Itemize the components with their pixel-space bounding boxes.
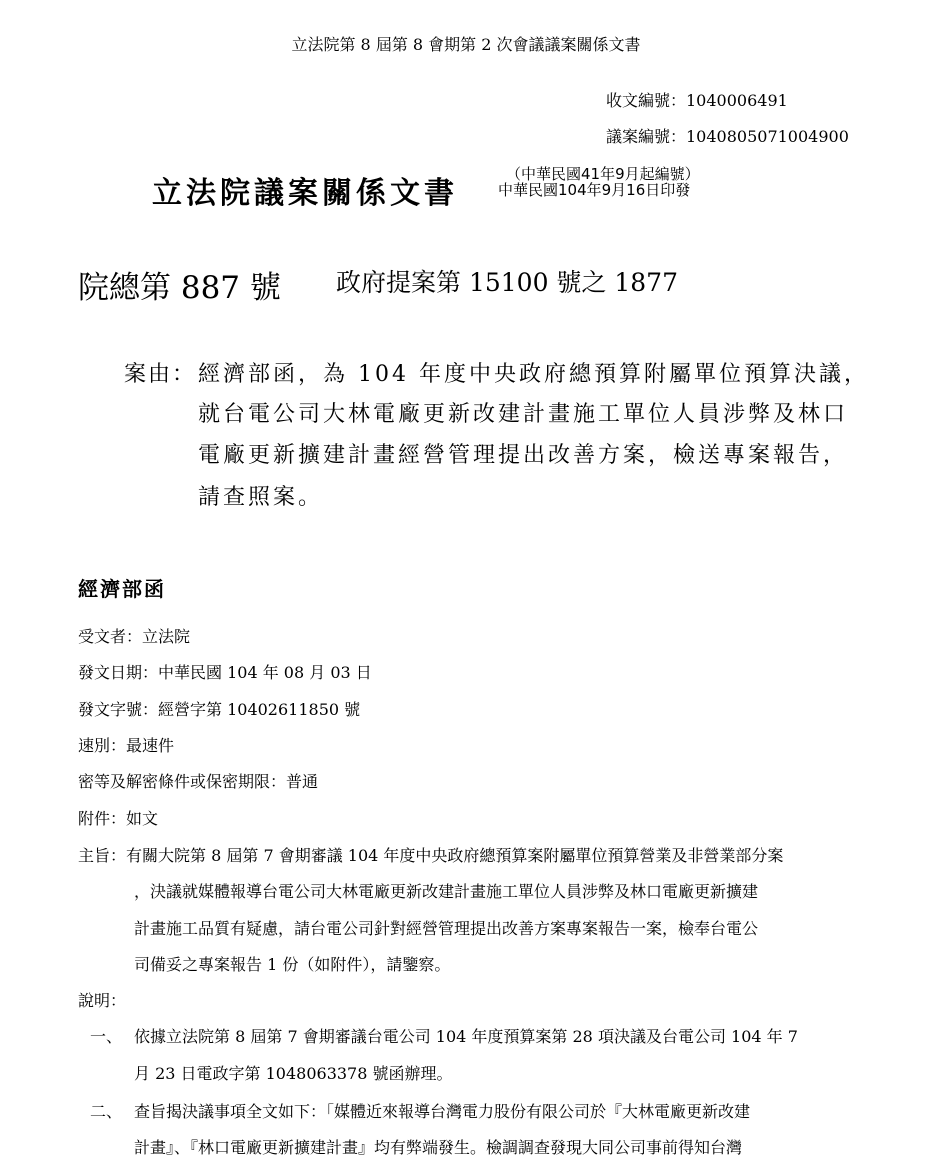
subject-line: 就台電公司大林電廠更新改建計畫施工單位人員涉弊及林口 <box>198 402 849 427</box>
item-text: 計畫』、『林口電廠更新擴建計畫』均有弊端發生。檢調調查發現大同公司事前得知台灣 <box>134 1138 743 1157</box>
explanation-label: 說明： <box>78 991 127 1010</box>
numbering-note: （中華民國41年9月起編號） <box>506 165 700 183</box>
item-text: 月 23 日電政字第 1048063378 號函辦理。 <box>134 1064 453 1083</box>
subject-line: 電廠更新擴建計畫經營管理提出改善方案，檢送專案報告， <box>198 443 849 468</box>
print-date: 中華民國104年9月16日印發 <box>498 181 691 199</box>
purpose-field: 主旨：有關大院第 8 屆第 7 會期審議 104 年度中央政府總預算案附屬單位預算營業及非營業部分案 <box>78 846 784 865</box>
attachment-field: 附件：如文 <box>78 809 159 828</box>
case-number: 院總第 887 號 <box>78 270 281 306</box>
document-title: 立法院議案關係文書 <box>152 176 458 211</box>
receipt-number: 收文編號：1040006491 <box>606 91 788 110</box>
running-header: 立法院第 8 屆第 8 會期第 2 次會議議案關係文書 <box>291 35 641 54</box>
recipient-field: 受文者：立法院 <box>78 627 191 646</box>
item-text: 依據立法院第 8 屆第 7 會期審議台電公司 104 年度預算案第 28 項決議及台電公司 104 年 7 <box>134 1027 798 1046</box>
reference-field: 發文字號：經營字第 10402611850 號 <box>78 700 361 719</box>
purpose-continuation: ，決議就媒體報導台電公司大林電廠更新改建計畫施工單位人員涉弊及林口電廠更新擴建 <box>134 882 759 901</box>
speed-field: 速別：最速件 <box>78 736 175 755</box>
item-number: 二、 <box>90 1102 123 1121</box>
proposal-number: 政府提案第 15100 號之 1877 <box>336 268 678 297</box>
date-field: 發文日期：中華民國 104 年 08 月 03 日 <box>78 663 372 682</box>
subject-line: 經濟部函，為 104 年度中央政府總預算附屬單位預算決議， <box>198 362 869 387</box>
bill-number: 議案編號：1040805071004900 <box>606 127 849 146</box>
item-text: 查旨揭決議事項全文如下：「媒體近來報導台灣電力股份有限公司於『大林電廠更新改建 <box>134 1102 751 1121</box>
purpose-continuation: 司備妥之專案報告 1 份（如附件），請鑒察。 <box>134 955 451 974</box>
secrecy-field: 密等及解密條件或保密期限：普通 <box>78 772 319 791</box>
item-number: 一、 <box>90 1027 123 1046</box>
subject-label: 案由： <box>124 362 197 387</box>
sender-heading: 經濟部函 <box>78 577 166 601</box>
subject-line: 請查照案。 <box>198 485 324 510</box>
purpose-continuation: 計畫施工品質有疑慮，請台電公司針對經營管理提出改善方案專案報告一案，檢奉台電公 <box>134 919 759 938</box>
